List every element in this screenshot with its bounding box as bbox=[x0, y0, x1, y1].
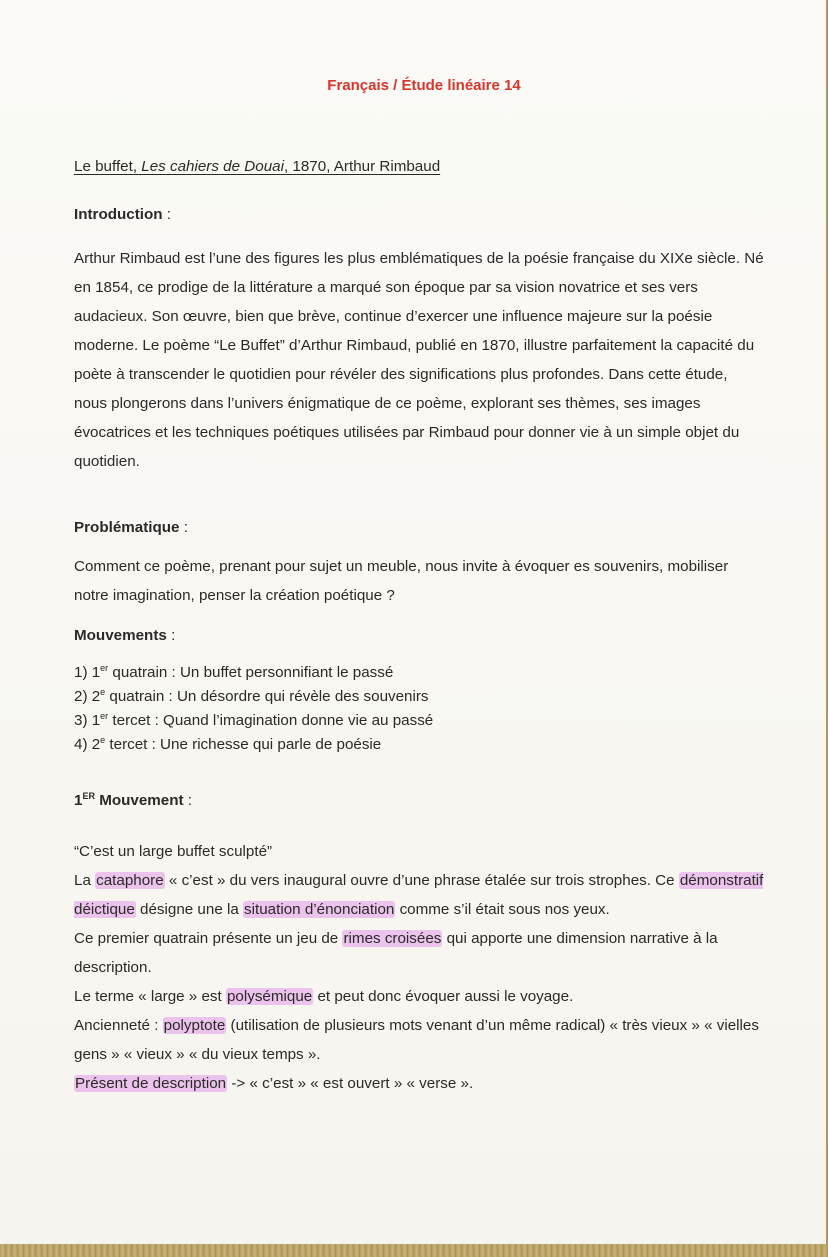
item-ordinal: e bbox=[100, 686, 106, 697]
highlight-present: Présent de description bbox=[75, 1075, 227, 1092]
poem-reference bbox=[74, 157, 440, 177]
reference-suffix: , 1870, Arthur Rimbaud bbox=[283, 158, 441, 175]
mouvement1-label: Mouvement bbox=[94, 792, 184, 809]
page-title: Français / Étude linéaire 14 bbox=[327, 77, 521, 94]
item-text: quatrain : Un buffet personnifiant le passé bbox=[108, 664, 394, 681]
text-run: Ancienneté : bbox=[74, 1017, 163, 1034]
highlight-polysemique: polysémique bbox=[226, 988, 313, 1005]
text-run: (utilisation de plusieurs mots venant d’un même radical) « très vieux » « vielles gens » « vieux » « du vieux temps ». bbox=[74, 1017, 759, 1063]
list-item bbox=[74, 685, 764, 709]
item-number: 4) 2 bbox=[74, 736, 101, 753]
item-text: quatrain : Un désordre qui révèle des souvenirs bbox=[105, 688, 429, 705]
mouvements-heading bbox=[74, 626, 175, 646]
introduction-text: Arthur Rimbaud est l’une des figures les plus emblématiques de la poésie française du XIXe siècle. Né en 1854, ce prodige de la littérature a marqué son époque par sa vision novatrice et ses vers audacieux. Son œuvre, bien que brève, continue d’exercer une influence majeure sur la poésie moderne. Le poème “Le Buffet” d’Arthur Rimbaud, publié en 1870, illustre parfaitement la capacité du poète à transcender le quotidien pour révéler des significations plus profondes. Dans cette étude, nous plongerons dans l’univers énigmatique de ce poème, explorant ses thèmes, ses images évocatrices et les techniques poétiques utilisées par Rimbaud pour donner vie à un simple objet du quotidien. bbox=[74, 250, 764, 470]
item-text: tercet : Une richesse qui parle de poésie bbox=[105, 736, 382, 753]
highlight-situation: situation d’énonciation bbox=[244, 901, 395, 918]
mouvement1-body bbox=[74, 837, 764, 1098]
mouvement1-ordinal: ER bbox=[82, 790, 95, 801]
item-number: 1) 1 bbox=[74, 664, 101, 681]
problematique-colon: : bbox=[179, 519, 188, 536]
mouvement1-colon: : bbox=[183, 792, 193, 809]
list-item bbox=[74, 709, 764, 733]
item-ordinal: er bbox=[100, 662, 109, 673]
mouvement1-heading bbox=[74, 791, 192, 811]
mouvement1-number: 1 bbox=[74, 792, 83, 809]
item-ordinal: e bbox=[100, 734, 106, 745]
analysis-paragraph-4 bbox=[74, 1011, 764, 1069]
text-run: comme s’il était sous nos yeux. bbox=[395, 901, 610, 918]
introduction-heading-label: Introduction bbox=[74, 206, 163, 223]
analysis-paragraph-3 bbox=[74, 982, 764, 1011]
item-number: 3) 1 bbox=[74, 712, 101, 729]
text-run: et peut donc évoquer aussi le voyage. bbox=[313, 988, 574, 1005]
problematique-paragraph bbox=[74, 552, 764, 610]
item-number: 2) 2 bbox=[74, 688, 101, 705]
highlight-rimes: rimes croisées bbox=[343, 930, 442, 947]
mouvements-heading-label: Mouvements bbox=[74, 627, 167, 644]
text-run: désigne une la bbox=[135, 901, 244, 918]
highlight-cataphore: cataphore bbox=[96, 872, 164, 889]
problematique-text: Comment ce poème, prenant pour sujet un meuble, nous invite à évoquer es souvenirs, mobiliser notre imagination, penser la création poétique ? bbox=[74, 558, 729, 604]
text-run: « c’est » du vers inaugural ouvre d’une phrase étalée sur trois strophes. Ce bbox=[164, 872, 679, 889]
text-run: qui apporte une dimension narrative à la description. bbox=[74, 930, 718, 976]
table-surface bbox=[0, 1244, 828, 1257]
text-run: Ce premier quatrain présente un jeu de bbox=[74, 930, 343, 947]
analysis-paragraph-1 bbox=[74, 866, 764, 924]
text-run: La bbox=[74, 872, 96, 889]
mouvements-colon: : bbox=[166, 627, 176, 644]
quote: “C’est un large buffet sculpté” bbox=[74, 843, 273, 860]
introduction-heading bbox=[74, 205, 171, 225]
item-ordinal: er bbox=[100, 710, 109, 721]
problematique-heading bbox=[74, 518, 188, 538]
reference-work: Les cahiers de Douai bbox=[141, 158, 284, 175]
text-run: Le terme « large » est bbox=[74, 988, 226, 1005]
problematique-heading-label: Problématique bbox=[74, 519, 180, 536]
text-run: -> « c’est » « est ouvert » « verse ». bbox=[227, 1075, 474, 1092]
introduction-colon: : bbox=[162, 206, 172, 223]
introduction-paragraph bbox=[74, 244, 764, 476]
mouvements-list bbox=[74, 661, 764, 757]
highlight-demonstratif: démonstratif déictique bbox=[74, 872, 764, 918]
item-text: tercet : Quand l’imagination donne vie au passé bbox=[108, 712, 434, 729]
reference-prefix: Le buffet, bbox=[74, 158, 142, 175]
list-item bbox=[74, 661, 764, 685]
list-item bbox=[74, 733, 764, 757]
analysis-paragraph-5 bbox=[74, 1069, 764, 1098]
analysis-paragraph-2 bbox=[74, 924, 764, 982]
highlight-polyptote: polyptote bbox=[163, 1017, 226, 1034]
